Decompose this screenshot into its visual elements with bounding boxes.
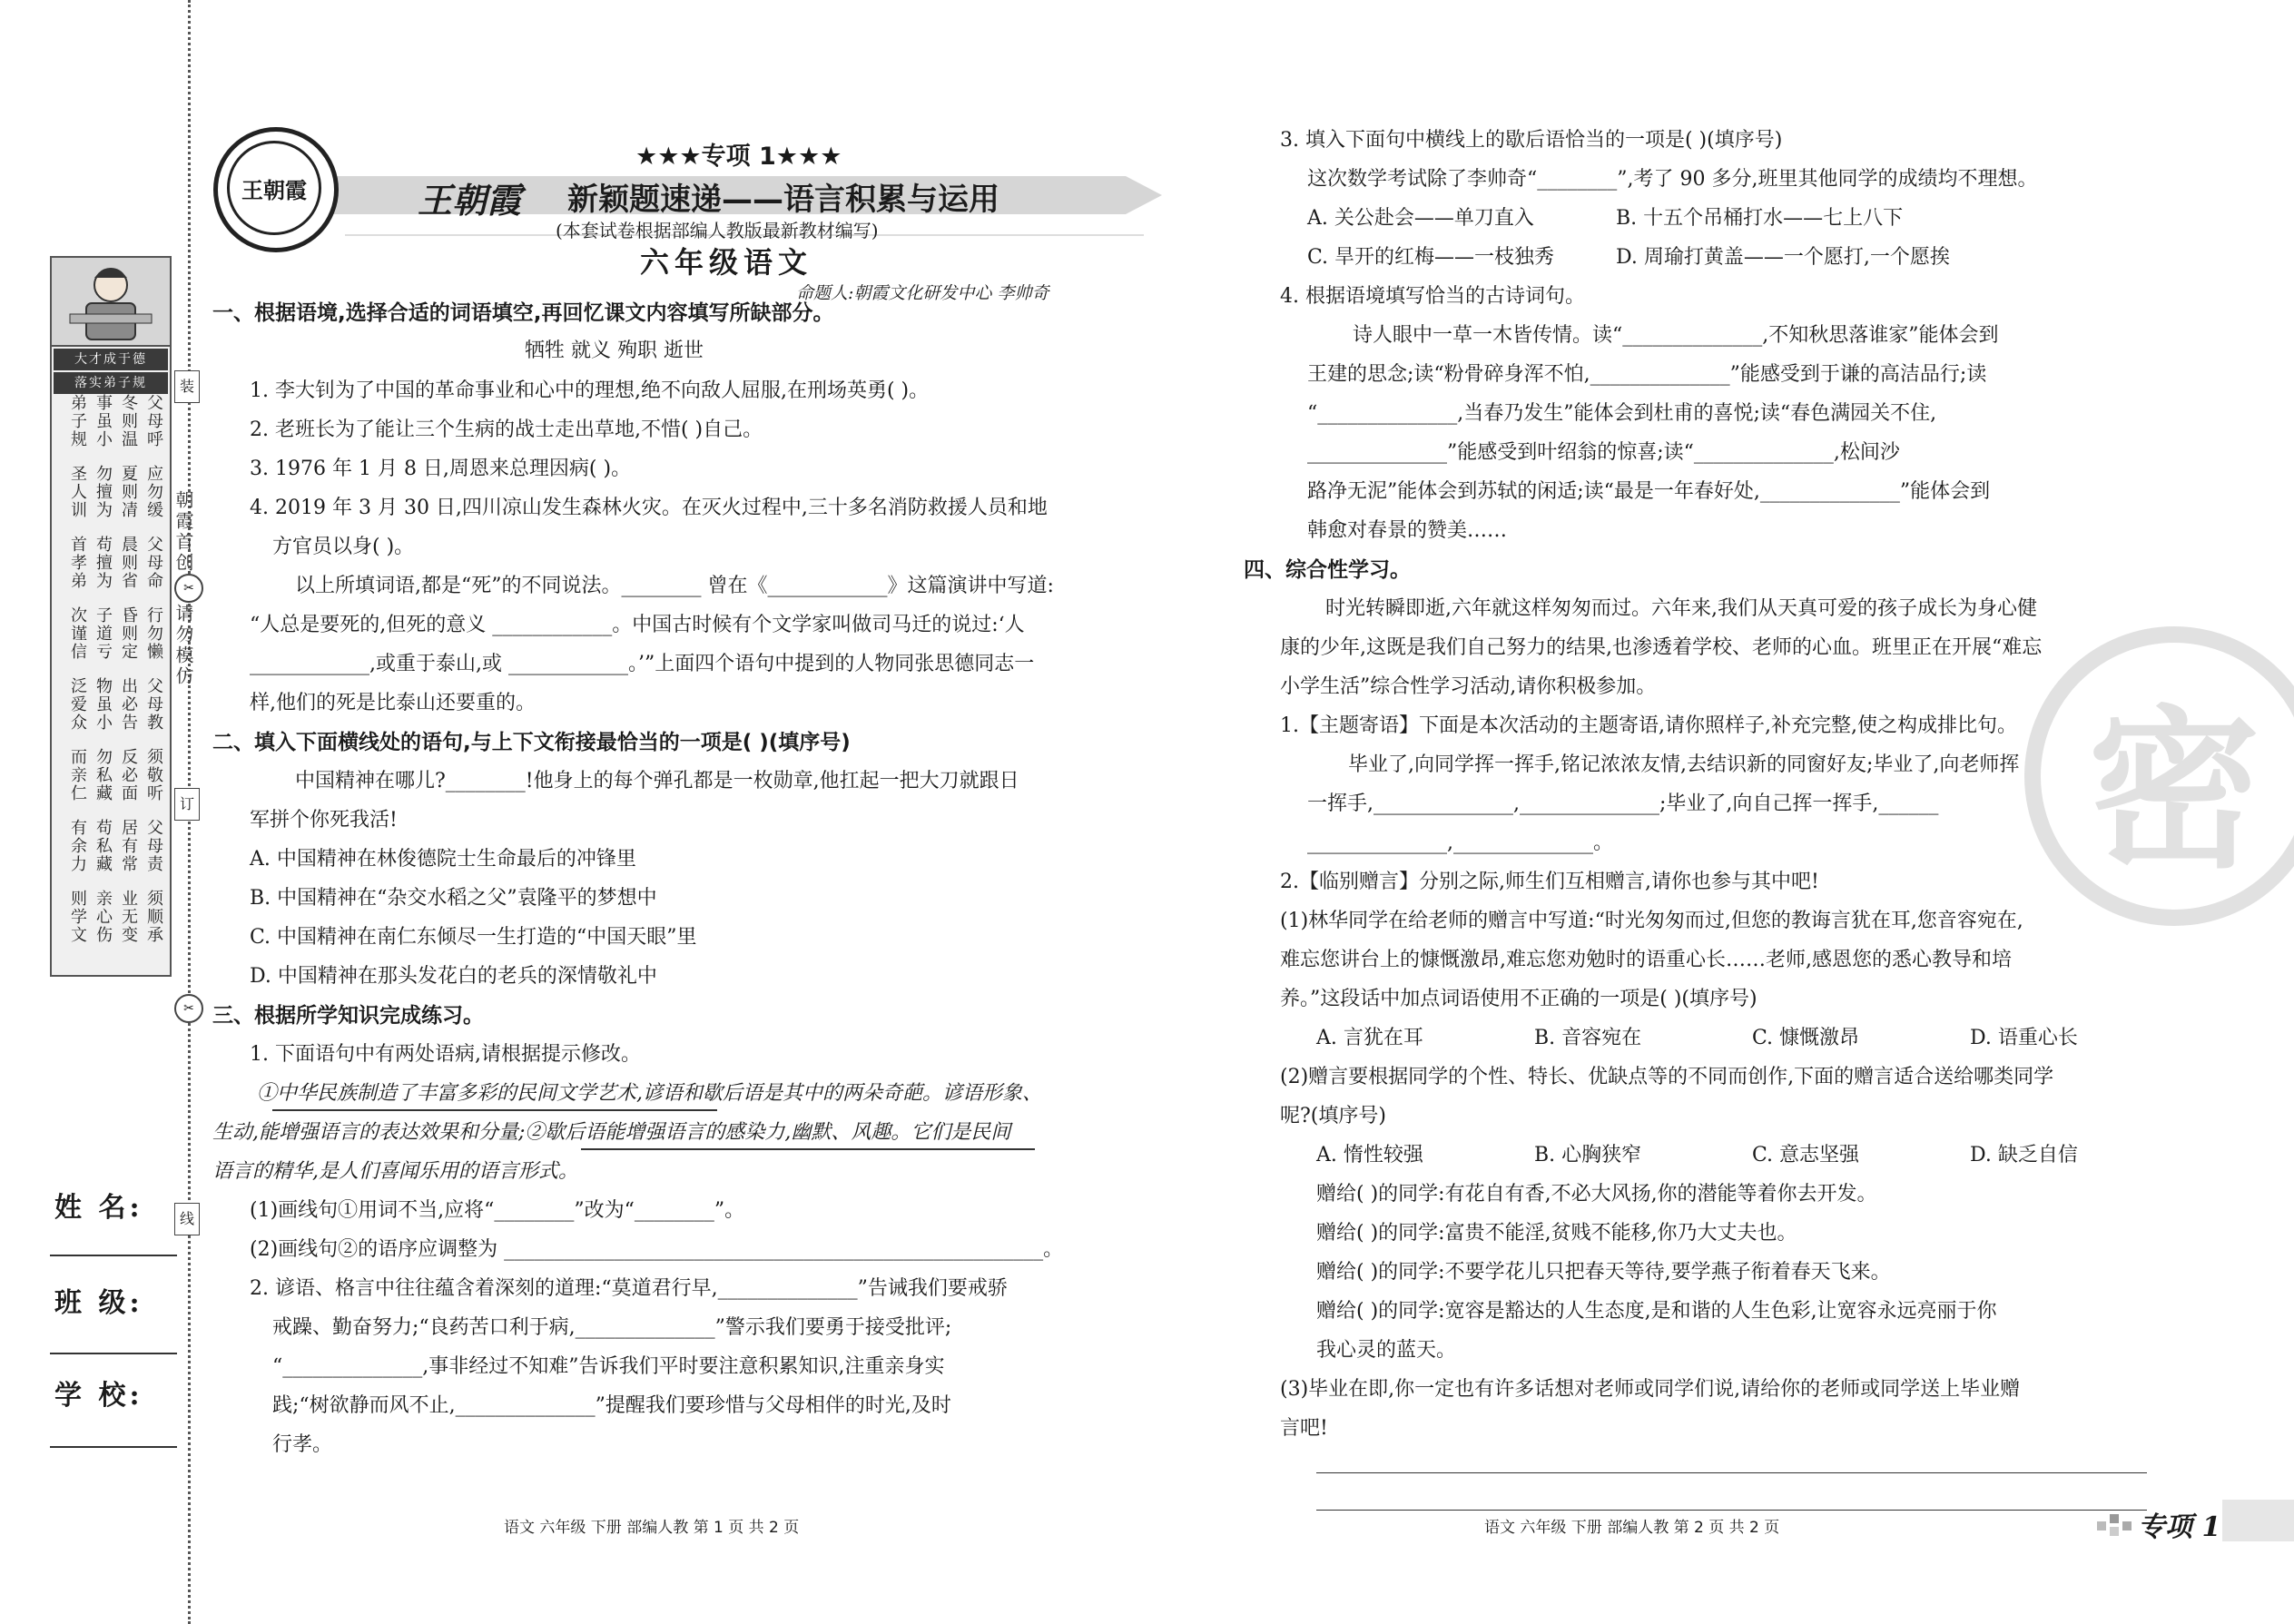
gift-line: 我心灵的蓝天。 xyxy=(1316,1339,1457,1362)
question-line: (2)画线句②的语序应调整为 ______________________________________________________。 xyxy=(250,1238,1064,1261)
exam-title: 六年级语文 xyxy=(640,245,813,280)
precept-slogan-2: 落实弟子规 xyxy=(54,372,168,394)
answer-line-2[interactable] xyxy=(1316,1510,2147,1511)
question-line: (1)林华同学在给老师的赠言中写道:“时光匆匆而过,但您的教诲言犹在耳,您音容宛在, xyxy=(1280,910,2023,932)
class-label: 班 级: xyxy=(54,1287,143,1319)
precept-phrase: 行勿懒 xyxy=(144,606,163,661)
precept-phrase: 弟子规 xyxy=(68,394,87,448)
question-line: 2. 谚语、格言中往往蕴含着深刻的道理:“莫道君行早,______________”告诫我们要戒骄 xyxy=(250,1277,1008,1300)
question-line: “______________,事非经过不知难”告诉我们平时要注意积累知识,注重亲身实 xyxy=(272,1355,945,1378)
precept-phrase: 晨则省 xyxy=(119,536,138,590)
poem-line: 王建的思念;读“粉骨碎身浑不怕,______________”能感受到于谦的高洁品行;读 xyxy=(1307,363,1987,386)
question-line: 2.【临别赠言】分别之际,师生们互相赠言,请你也参与其中吧! xyxy=(1280,871,1819,893)
option-a: A. 言犹在耳 xyxy=(1316,1027,1423,1049)
right-page-content xyxy=(1180,0,2294,1624)
question-line: “人总是要死的,但死的意义 ____________。中国古时候有个文学家叫做司马迁的说过:‘人 xyxy=(250,614,1025,636)
precept-phrase: 有余力 xyxy=(68,819,87,873)
precept-phrase: 出必告 xyxy=(119,677,138,732)
section-heading-3: 三、根据所学知识完成练习。 xyxy=(212,1004,484,1028)
scissors-icon: ✂ xyxy=(174,574,203,603)
precept-phrase: 应勿缓 xyxy=(144,465,163,519)
cut-label-3: 线 xyxy=(174,1203,200,1235)
passage-line: 康的少年,这既是我们自己努力的结果,也渗透着学校、老师的心血。班里正在开展“难忘 xyxy=(1280,636,2043,659)
option-b: B. 音容宛在 xyxy=(1534,1027,1642,1049)
precept-phrase: 业无变 xyxy=(119,890,138,944)
option-a: A. 中国精神在林俊德院士生命最后的冲锋里 xyxy=(250,848,636,871)
precept-phrase: 反必面 xyxy=(119,748,138,802)
option-c: C. 旱开的红梅——一枝独秀 xyxy=(1307,246,1555,269)
precept-phrase: 泛爱众 xyxy=(68,677,87,732)
section-heading-1: 一、根据语境,选择合适的词语填空,再回忆课文内容填写所缺部分。 xyxy=(212,301,834,325)
gift-line: 赠给( )的同学:宽容是豁达的人生态度,是和谐的人生色彩,让宽容永远亮丽于你 xyxy=(1316,1300,1997,1323)
author-line: 命题人:朝霞文化研发中心 李帅奇 xyxy=(796,283,1049,303)
option-c: C. 中国精神在南仁东倾尽一生打造的“中国天眼”里 xyxy=(250,926,697,949)
question-line: 以上所填词语,都是“死”的不同说法。________ 曾在《____________》这篇演讲中写道: xyxy=(295,575,1054,597)
word-bank: 牺牲 就义 殉职 逝世 xyxy=(525,340,704,362)
answer-line-1[interactable] xyxy=(1316,1472,2147,1473)
gift-line: 赠给( )的同学:不要学花儿只把春天等待,要学燕子衔着春天飞来。 xyxy=(1316,1261,1891,1284)
option-d: D. 缺乏自信 xyxy=(1970,1144,2078,1166)
scissors-icon: ✂ xyxy=(174,994,203,1023)
cut-text-2: 请勿模仿 xyxy=(172,604,194,687)
cut-label-2: 订 xyxy=(174,788,200,821)
gift-line: 赠给( )的同学:富贵不能淫,贫贱不能移,你乃大丈夫也。 xyxy=(1316,1222,1797,1245)
option-d: D. 中国精神在那头发花白的老兵的深情敬礼中 xyxy=(250,965,657,988)
cut-label-1: 装 xyxy=(174,370,200,403)
section-heading-2: 二、填入下面横线处的语句,与上下文衔接最恰当的一项是( )(填序号) xyxy=(212,731,851,754)
precept-phrase: 次谨信 xyxy=(68,606,87,661)
name-label: 姓 名: xyxy=(54,1192,143,1224)
precept-phrase: 首孝弟 xyxy=(68,536,87,590)
underline-sentence-1 xyxy=(272,1109,717,1111)
precept-phrase: 昏则定 xyxy=(119,606,138,661)
section-heading-4: 四、综合性学习。 xyxy=(1244,558,1411,582)
precept-phrase: 而亲仁 xyxy=(68,748,87,802)
precept-phrase: 父母呼 xyxy=(144,394,163,448)
poem-line: 韩愈对春景的赞美…… xyxy=(1307,519,1508,542)
passage-line: 毕业了,向同学挥一挥手,铭记浓浓友情,去结识新的同窗好友;毕业了,向老师挥 xyxy=(1348,753,2020,776)
question-line: 样,他们的死是比泰山还要重的。 xyxy=(250,692,536,714)
precept-slogan-1: 大才成于德 xyxy=(54,349,168,370)
question-line: 难忘您讲台上的慷慨激昂,难忘您劝勉时的语重心长……老师,感恩您的悉心教导和培 xyxy=(1280,949,2012,971)
brand-logo-text: 王朝霞 xyxy=(418,180,522,221)
poem-line: ______________”能感受到叶绍翁的惊喜;读“______________,松间沙 xyxy=(1307,441,1900,464)
precept-phrase: 冬则温 xyxy=(119,394,138,448)
precept-phrase: 苟擅为 xyxy=(94,536,113,590)
option-b: B. 心胸狭窄 xyxy=(1534,1144,1642,1166)
question-line: 养。”这段话中加点词语使用不正确的一项是( )(填序号) xyxy=(1280,988,1757,1010)
question-line: 中国精神在哪儿?________!他身上的每个弹孔都是一枚勋章,他扛起一把大刀就跟日 xyxy=(295,770,1019,792)
question-line: 方官员以身( )。 xyxy=(272,536,415,558)
precept-phrase: 圣人训 xyxy=(68,465,87,519)
precept-phrase: 夏则凊 xyxy=(119,465,138,519)
precept-phrase: 物虽小 xyxy=(94,677,113,732)
question-line: 戒躁、勤奋努力;“良药苦口利于病,______________”警示我们要勇于接受批评; xyxy=(272,1316,952,1339)
question-line: 1. 李大钊为了中国的革命事业和心中的理想,绝不向敌人屈服,在刑场英勇( )。 xyxy=(250,379,930,402)
question-line: 3. 填入下面句中横线上的歇后语恰当的一项是( )(填序号) xyxy=(1280,129,1783,152)
passage-line: 语言的精华,是人们喜闻乐用的语言形式。 xyxy=(212,1160,578,1183)
corner-tag-label: 专项 1 xyxy=(2138,1511,2221,1543)
precept-phrase: 勿私藏 xyxy=(94,748,113,802)
passage-line: 一挥手,______________,______________;毕业了,向自己挥一挥手,______ xyxy=(1307,792,1939,815)
question-line: 1.【主题寄语】下面是本次活动的主题寄语,请你照样子,补充完整,使之构成排比句。 xyxy=(1280,714,2017,737)
page-title: 新颖题速递——语言积累与运用 xyxy=(567,182,999,218)
question-line: 这次数学考试除了李帅奇“________”,考了 90 多分,班里其他同学的成绩均不理想。 xyxy=(1307,168,2038,191)
question-line: (1)画线句①用词不当,应将“________”改为“________”。 xyxy=(250,1199,745,1222)
question-line: 呢?(填序号) xyxy=(1280,1105,1386,1127)
option-b: B. 中国精神在“杂交水稻之父”袁隆平的梦想中 xyxy=(250,887,657,910)
corner-tag xyxy=(2097,1500,2294,1541)
passage-line: ______________,______________。 xyxy=(1307,832,1613,854)
option-c: C. 意志坚强 xyxy=(1752,1144,1860,1166)
poem-line: 诗人眼中一草一木皆传情。读“______________,不知秋思落谁家”能体会到 xyxy=(1353,324,1999,347)
option-a: A. 关公赴会——单刀直入 xyxy=(1307,207,1534,230)
option-d: D. 周瑜打黄盖——一个愿打,一个愿挨 xyxy=(1616,246,1950,269)
precept-phrase: 勿擅为 xyxy=(94,465,113,519)
precept-phrase: 父母命 xyxy=(144,536,163,590)
option-d: D. 语重心长 xyxy=(1970,1027,2078,1049)
passage-line: 生动,能增强语言的表达效果和分量;②歇后语能增强语言的感染力,幽默、风趣。它们是民间 xyxy=(212,1121,1011,1144)
subtitle: (本套试卷根据部编人教版最新教材编写) xyxy=(556,220,879,241)
option-b: B. 十五个吊桶打水——七上八下 xyxy=(1616,207,1904,230)
precept-phrase: 父母责 xyxy=(144,819,163,873)
question-line: 言吧! xyxy=(1280,1417,1328,1440)
poem-line: “______________,当春乃发生”能体会到杜甫的喜悦;读“春色满园关不住, xyxy=(1307,402,1937,425)
question-line: 4. 2019 年 3 月 30 日,四川凉山发生森林火灾。在灭火过程中,三十多名消防救援人员和地 xyxy=(250,497,1048,519)
precept-phrase: 须顺承 xyxy=(144,890,163,944)
passage-line: 小学生活”综合性学习活动,请你积极参加。 xyxy=(1280,675,1657,698)
precept-phrase: 事虽小 xyxy=(94,394,113,448)
question-line: (2)赠言要根据同学的个性、特长、优缺点等的不同而创作,下面的赠言适合送给哪类同学 xyxy=(1280,1066,2054,1088)
question-line: 行孝。 xyxy=(272,1433,333,1456)
precept-phrase: 父母教 xyxy=(144,677,163,732)
passage-line: 时光转瞬即逝,六年就这样匆匆而过。六年来,我们从天真可爱的孩子成长为身心健 xyxy=(1325,597,2037,620)
brand-logo-text: 王朝霞 xyxy=(241,176,307,203)
precept-phrase: 居有常 xyxy=(119,819,138,873)
precept-phrase: 须敬听 xyxy=(144,748,163,802)
question-line: 4. 根据语境填写恰当的古诗词句。 xyxy=(1280,285,1585,308)
underline-sentence-2 xyxy=(581,1148,1035,1150)
question-line: 践;“树欲静而风不止,______________”提醒我们要珍惜与父母相伴的时光,及时 xyxy=(272,1394,951,1417)
question-line: 3. 1976 年 1 月 8 日,周恩来总理因病( )。 xyxy=(250,458,632,480)
cut-text-1: 朝霞首创 xyxy=(172,490,194,574)
precept-phrase: 子道亏 xyxy=(94,606,113,661)
section-badge: ★★★专项 1★★★ xyxy=(635,143,842,171)
option-a: A. 惰性较强 xyxy=(1316,1144,1423,1166)
poem-line: 路净无泥”能体会到苏轼的闲适;读“最是一年春好处,______________”能体会到 xyxy=(1307,480,1991,503)
question-line: ____________,或重于泰山,或 ____________。’”上面四个语句中提到的人物同张思德同志一 xyxy=(250,653,1035,675)
question-line: 2. 老班长为了能让三个生病的战士走出草地,不惜( )自己。 xyxy=(250,418,763,441)
question-line: 军拼个你死我活! xyxy=(250,809,398,832)
school-label: 学 校: xyxy=(54,1380,143,1412)
passage-line: ①中华民族制造了丰富多彩的民间文学艺术,谚语和歇后语是其中的两朵奇葩。谚语形象、 xyxy=(257,1082,1042,1105)
page-footer-right: 语文 六年级 下册 部编人教 第 2 页 共 2 页 xyxy=(1484,1519,1780,1537)
question-line: 1. 下面语句中有两处语病,请根据提示修改。 xyxy=(250,1043,641,1066)
precept-phrase: 苟私藏 xyxy=(94,819,113,873)
precept-phrase: 亲心伤 xyxy=(94,890,113,944)
watermark-text: 密 xyxy=(2087,688,2260,891)
gift-line: 赠给( )的同学:有花自有香,不必大风扬,你的潜能等着你去开发。 xyxy=(1316,1183,1877,1206)
precept-phrase: 则学文 xyxy=(68,890,87,944)
question-line: (3)毕业在即,你一定也有许多话想对老师或同学们说,请给你的老师或同学送上毕业赠 xyxy=(1280,1378,2021,1401)
option-c: C. 慷慨激昂 xyxy=(1752,1027,1860,1049)
page-footer-left: 语文 六年级 下册 部编人教 第 1 页 共 2 页 xyxy=(504,1519,800,1537)
